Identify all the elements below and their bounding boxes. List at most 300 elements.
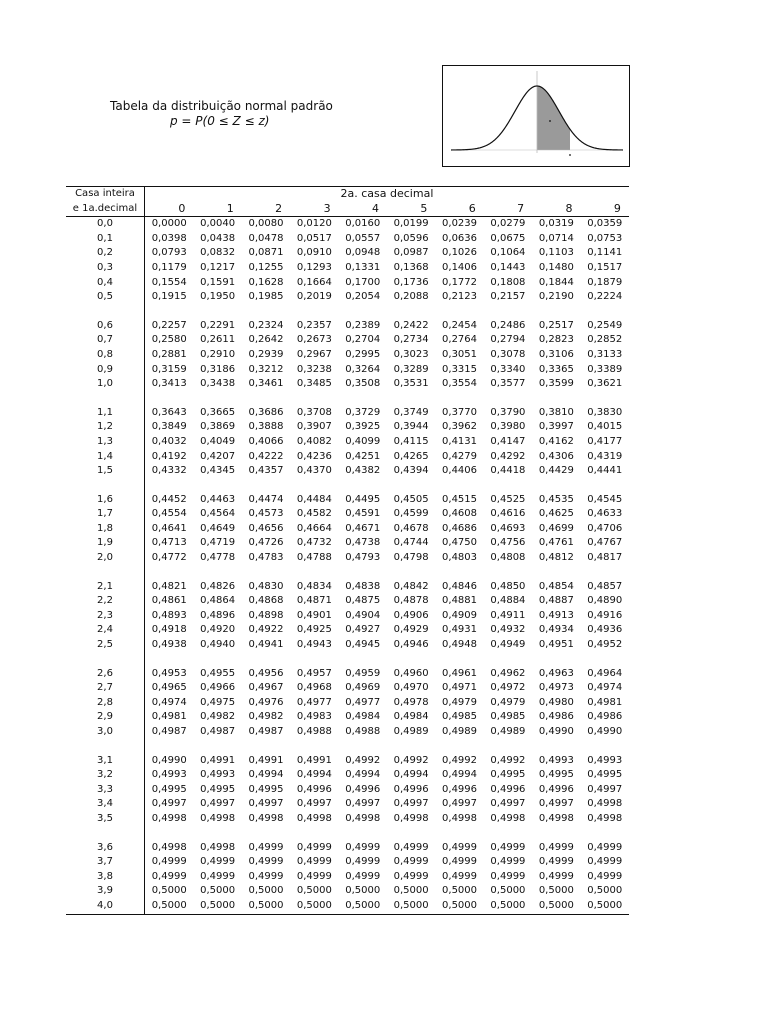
probability-cell: 0,4649 — [200, 522, 236, 534]
probability-cell: 0,3962 — [442, 421, 478, 433]
row-z-value: 1,2 — [66, 420, 145, 435]
probability-cell: 0,3106 — [538, 348, 574, 360]
probability-cell: 0,4382 — [345, 465, 381, 477]
probability-cell: 0,4995 — [538, 769, 574, 781]
probability-cell: 0,4890 — [587, 595, 623, 607]
probability-cell: 0,4370 — [296, 465, 332, 477]
probability-cell: 0,1879 — [587, 276, 623, 288]
spacer-cell — [145, 653, 629, 667]
probability-cell: 0,3389 — [587, 363, 623, 375]
probability-cell: 0,4979 — [442, 696, 478, 708]
probability-cell: 0,3888 — [248, 421, 284, 433]
probability-cell: 0,4999 — [345, 856, 381, 868]
table-row — [66, 507, 629, 522]
row-z-value: 0,6 — [66, 319, 145, 334]
probability-cell: 0,2673 — [296, 334, 332, 346]
row-z-value: 0,8 — [66, 348, 145, 363]
probability-cell: 0,4803 — [442, 552, 478, 564]
probability-cell: 0,2088 — [393, 291, 429, 303]
probability-cell: 0,4979 — [490, 696, 526, 708]
row-z-value: 2,9 — [66, 710, 145, 725]
probability-cell: 0,4999 — [538, 856, 574, 868]
table-row — [66, 797, 629, 812]
column-header-6: 6 — [435, 202, 483, 217]
probability-cell: 0,3708 — [296, 406, 332, 418]
probability-cell: 0,3849 — [151, 421, 187, 433]
probability-cell: 0,4463 — [200, 493, 236, 505]
row-z-value: 3,8 — [66, 870, 145, 885]
probability-cell: 0,3508 — [345, 378, 381, 390]
probability-cell: 0,4982 — [200, 711, 236, 723]
probability-cell: 0,4999 — [490, 841, 526, 853]
probability-cell: 0,4983 — [296, 711, 332, 723]
probability-cell: 0,4920 — [200, 624, 236, 636]
probability-cell: 0,4881 — [442, 595, 478, 607]
probability-cell: 0,4906 — [393, 609, 429, 621]
probability-cell: 0,3830 — [587, 406, 623, 418]
probability-cell: 0,4744 — [393, 537, 429, 549]
probability-cell: 0,3133 — [587, 348, 623, 360]
probability-cell: 0,4972 — [490, 682, 526, 694]
probability-cell: 0,2642 — [248, 334, 284, 346]
row-z-value: 3,5 — [66, 812, 145, 827]
probability-cell: 0,4875 — [345, 595, 381, 607]
probability-cell: 0,1255 — [248, 261, 284, 273]
probability-cell: 0,4726 — [248, 537, 284, 549]
table-title: Tabela da distribuição normal padrão — [110, 99, 333, 113]
probability-cell: 0,4993 — [151, 769, 187, 781]
column-header-8: 8 — [532, 202, 580, 217]
probability-cell: 0,4962 — [490, 667, 526, 679]
probability-cell: 0,1179 — [151, 261, 187, 273]
probability-cell: 0,4525 — [490, 493, 526, 505]
row-z-value: 2,7 — [66, 681, 145, 696]
normal-curve-figure — [442, 65, 630, 167]
probability-cell: 0,3643 — [151, 406, 187, 418]
probability-cell: 0,4997 — [151, 798, 187, 810]
probability-cell: 0,2190 — [538, 291, 574, 303]
probability-cell: 0,4999 — [538, 841, 574, 853]
probability-cell: 0,4783 — [248, 552, 284, 564]
probability-cell: 0,5000 — [532, 899, 580, 914]
probability-cell: 0,3461 — [248, 378, 284, 390]
row-z-value: 3,0 — [66, 725, 145, 740]
table-row — [66, 696, 629, 711]
row-z-value: 0,1 — [66, 232, 145, 247]
probability-cell: 0,1554 — [151, 276, 187, 288]
row-z-value: 1,5 — [66, 464, 145, 479]
spacer-cell — [145, 479, 629, 493]
probability-cell: 0,5000 — [393, 885, 429, 897]
probability-cell: 0,1480 — [538, 261, 574, 273]
probability-cell: 0,4990 — [587, 726, 623, 737]
spacer-cell — [145, 305, 629, 319]
spacer-cell — [66, 305, 145, 319]
probability-cell: 0,4999 — [345, 870, 381, 882]
probability-cell: 0,5000 — [484, 899, 532, 914]
probability-cell: 0,4970 — [393, 682, 429, 694]
table-row — [66, 276, 629, 291]
table-row — [66, 855, 629, 870]
table-row — [66, 420, 629, 435]
probability-cell: 0,4975 — [200, 696, 236, 708]
probability-cell: 0,3340 — [490, 363, 526, 375]
probability-cell: 0,4909 — [442, 609, 478, 621]
probability-cell: 0,5000 — [200, 885, 236, 897]
probability-cell: 0,2123 — [442, 291, 478, 303]
probability-cell: 0,4931 — [442, 624, 478, 636]
probability-cell: 0,2054 — [345, 291, 381, 303]
probability-cell: 0,4706 — [587, 522, 623, 534]
table-row — [66, 377, 629, 392]
probability-cell: 0,3554 — [442, 378, 478, 390]
column-digits-row — [66, 202, 629, 217]
probability-cell: 0,4989 — [393, 726, 429, 737]
column-header-2: 2 — [242, 202, 290, 217]
probability-cell: 0,4997 — [345, 798, 381, 810]
table-row — [66, 594, 629, 609]
probability-cell: 0,4998 — [200, 841, 236, 853]
table-row — [66, 435, 629, 450]
probability-cell: 0,2939 — [248, 348, 284, 360]
column-header-7: 7 — [484, 202, 532, 217]
probability-cell: 0,4995 — [151, 783, 187, 795]
row-z-value: 0,3 — [66, 261, 145, 276]
probability-cell: 0,2549 — [587, 319, 623, 331]
probability-cell: 0,3599 — [538, 378, 574, 390]
probability-cell: 0,3997 — [538, 421, 574, 433]
probability-cell: 0,0517 — [296, 232, 332, 244]
probability-cell: 0,4656 — [248, 522, 284, 534]
probability-cell: 0,1985 — [248, 291, 284, 303]
group-spacer — [66, 566, 629, 580]
row-z-value: 1,7 — [66, 507, 145, 522]
probability-cell: 0,4591 — [345, 508, 381, 520]
probability-cell: 0,4251 — [345, 450, 381, 462]
probability-cell: 0,4984 — [393, 711, 429, 723]
probability-cell: 0,4162 — [538, 435, 574, 447]
probability-cell: 0,0199 — [393, 218, 429, 230]
probability-cell: 0,4738 — [345, 537, 381, 549]
row-z-value: 1,0 — [66, 377, 145, 392]
probability-cell: 0,4977 — [296, 696, 332, 708]
table-row — [66, 899, 629, 914]
probability-cell: 0,4997 — [393, 798, 429, 810]
row-z-value: 1,6 — [66, 493, 145, 508]
probability-cell: 0,2454 — [442, 319, 478, 331]
probability-cell: 0,2995 — [345, 348, 381, 360]
probability-cell: 0,4999 — [296, 841, 332, 853]
probability-cell: 0,4545 — [587, 493, 623, 505]
table-row — [66, 333, 629, 348]
probability-cell: 0,4999 — [393, 856, 429, 868]
table-row — [66, 319, 629, 334]
probability-cell: 0,4812 — [538, 552, 574, 564]
table-row — [66, 754, 629, 769]
probability-cell: 0,4505 — [393, 493, 429, 505]
probability-cell: 0,4222 — [248, 450, 284, 462]
probability-cell: 0,3907 — [296, 421, 332, 433]
row-z-value: 3,3 — [66, 783, 145, 798]
column-header-3: 3 — [290, 202, 338, 217]
probability-cell: 0,4826 — [200, 580, 236, 592]
row-z-value: 2,1 — [66, 580, 145, 595]
probability-cell: 0,4993 — [538, 754, 574, 766]
probability-cell: 0,4999 — [248, 870, 284, 882]
row-z-value: 1,4 — [66, 450, 145, 465]
probability-cell: 0,4999 — [538, 870, 574, 882]
probability-cell: 0,4999 — [151, 856, 187, 868]
row-z-value: 0,2 — [66, 246, 145, 261]
probability-cell: 0,4641 — [151, 522, 187, 534]
probability-cell: 0,2422 — [393, 319, 429, 331]
spacer-cell — [66, 392, 145, 406]
probability-cell: 0,4686 — [442, 522, 478, 534]
probability-cell: 0,5000 — [151, 885, 187, 897]
probability-cell: 0,4693 — [490, 522, 526, 534]
probability-cell: 0,4994 — [296, 769, 332, 781]
probability-cell: 0,3238 — [296, 363, 332, 375]
table-row — [66, 363, 629, 378]
probability-cell: 0,4951 — [538, 639, 574, 651]
normal-distribution-table — [66, 186, 629, 915]
probability-cell: 0,3023 — [393, 348, 429, 360]
probability-cell: 0,4868 — [248, 595, 284, 607]
probability-cell: 0,4082 — [296, 435, 332, 447]
probability-cell: 0,1591 — [200, 276, 236, 288]
probability-cell: 0,4664 — [296, 522, 332, 534]
probability-cell: 0,4599 — [393, 508, 429, 520]
probability-cell: 0,3944 — [393, 421, 429, 433]
probability-cell: 0,4959 — [345, 667, 381, 679]
probability-cell: 0,4999 — [393, 870, 429, 882]
probability-cell: 0,2291 — [200, 319, 236, 331]
probability-cell: 0,4177 — [587, 435, 623, 447]
row-z-value: 3,2 — [66, 768, 145, 783]
probability-cell: 0,5000 — [581, 899, 629, 914]
probability-cell: 0,4236 — [296, 450, 332, 462]
probability-cell: 0,2734 — [393, 334, 429, 346]
table-row — [66, 551, 629, 566]
probability-cell: 0,4357 — [248, 465, 284, 477]
probability-cell: 0,5000 — [248, 885, 284, 897]
probability-cell: 0,4319 — [587, 450, 623, 462]
probability-cell: 0,4948 — [442, 639, 478, 651]
probability-cell: 0,0675 — [490, 232, 526, 244]
probability-cell: 0,0438 — [200, 232, 236, 244]
group-spacer — [66, 392, 629, 406]
probability-cell: 0,4834 — [296, 580, 332, 592]
probability-cell: 0,3790 — [490, 406, 526, 418]
probability-cell: 0,5000 — [442, 885, 478, 897]
probability-cell: 0,4772 — [151, 552, 187, 564]
probability-cell: 0,3686 — [248, 406, 284, 418]
probability-cell: 0,4554 — [151, 508, 187, 520]
probability-cell: 0,4989 — [442, 726, 478, 737]
probability-cell: 0,4808 — [490, 552, 526, 564]
probability-cell: 0,4997 — [490, 798, 526, 810]
probability-cell: 0,4999 — [296, 856, 332, 868]
table-row — [66, 884, 629, 899]
probability-cell: 0,4761 — [538, 537, 574, 549]
probability-cell: 0,4998 — [151, 812, 187, 824]
probability-cell: 0,4996 — [345, 783, 381, 795]
probability-cell: 0,1064 — [490, 247, 526, 259]
probability-cell: 0,3925 — [345, 421, 381, 433]
table-row — [66, 783, 629, 798]
row-z-value: 2,6 — [66, 667, 145, 682]
probability-cell: 0,4817 — [587, 552, 623, 564]
probability-cell: 0,2794 — [490, 334, 526, 346]
probability-cell: 0,0080 — [248, 218, 284, 230]
probability-cell: 0,4484 — [296, 493, 332, 505]
probability-cell: 0,4991 — [296, 754, 332, 766]
probability-cell: 0,4732 — [296, 537, 332, 549]
row-z-value: 3,4 — [66, 797, 145, 812]
probability-cell: 0,3365 — [538, 363, 574, 375]
probability-cell: 0,0359 — [587, 218, 623, 230]
probability-cell: 0,3531 — [393, 378, 429, 390]
probability-cell: 0,4896 — [200, 609, 236, 621]
probability-cell: 0,4850 — [490, 580, 526, 592]
probability-cell: 0,4999 — [587, 841, 623, 853]
probability-cell: 0,0832 — [200, 247, 236, 259]
probability-cell: 0,2517 — [538, 319, 574, 331]
probability-cell: 0,3770 — [442, 406, 478, 418]
probability-cell: 0,4997 — [587, 783, 623, 795]
probability-cell: 0,0160 — [345, 218, 381, 230]
group-spacer — [66, 479, 629, 493]
spacer-cell — [145, 392, 629, 406]
probability-cell: 0,1950 — [200, 291, 236, 303]
probability-cell: 0,4997 — [248, 798, 284, 810]
probability-cell: 0,4993 — [587, 754, 623, 766]
normal-curve-icon — [443, 66, 629, 166]
probability-cell: 0,4989 — [490, 726, 526, 737]
row-z-value: 3,6 — [66, 841, 145, 856]
probability-cell: 0,1736 — [393, 276, 429, 288]
probability-cell: 0,4988 — [296, 726, 332, 737]
probability-cell: 0,4994 — [393, 769, 429, 781]
probability-cell: 0,4564 — [200, 508, 236, 520]
probability-cell: 0,4633 — [587, 508, 623, 520]
table-row — [66, 464, 629, 479]
row-z-value: 1,1 — [66, 406, 145, 421]
probability-cell: 0,2389 — [345, 319, 381, 331]
probability-cell: 0,3078 — [490, 348, 526, 360]
row-z-value: 0,9 — [66, 363, 145, 378]
probability-cell: 0,2224 — [587, 291, 623, 303]
probability-cell: 0,3869 — [200, 421, 236, 433]
probability-cell: 0,4980 — [538, 696, 574, 708]
probability-cell: 0,4099 — [345, 435, 381, 447]
probability-cell: 0,4996 — [490, 783, 526, 795]
row-z-value: 2,2 — [66, 594, 145, 609]
probability-cell: 0,4767 — [587, 537, 623, 549]
probability-cell: 0,0948 — [345, 247, 381, 259]
probability-cell: 0,0120 — [296, 218, 332, 230]
probability-cell: 0,4115 — [393, 435, 429, 447]
probability-cell: 0,1331 — [345, 261, 381, 273]
spacer-cell — [66, 653, 145, 667]
spacer-cell — [145, 566, 629, 580]
row-z-value: 3,9 — [66, 884, 145, 899]
table-row — [66, 710, 629, 725]
probability-cell: 0,4625 — [538, 508, 574, 520]
probability-cell: 0,0753 — [587, 232, 623, 244]
group-spacer — [66, 740, 629, 754]
table-row — [66, 667, 629, 682]
probability-cell: 0,4999 — [151, 870, 187, 882]
probability-cell: 0,4922 — [248, 624, 284, 636]
table-row — [66, 232, 629, 247]
probability-cell: 0,4991 — [248, 754, 284, 766]
probability-cell: 0,4952 — [587, 639, 623, 651]
probability-cell: 0,0987 — [393, 247, 429, 259]
probability-cell: 0,4940 — [200, 639, 236, 651]
table-row — [66, 841, 629, 856]
probability-cell: 0,4678 — [393, 522, 429, 534]
probability-cell: 0,4990 — [538, 726, 574, 737]
probability-cell: 0,4965 — [151, 682, 187, 694]
probability-cell: 0,4452 — [151, 493, 187, 505]
formula-text: p = P(0 ≤ Z ≤ z) — [170, 114, 270, 128]
table-row — [66, 217, 629, 232]
probability-cell: 0,4884 — [490, 595, 526, 607]
probability-cell: 0,4967 — [248, 682, 284, 694]
probability-cell: 0,5000 — [435, 899, 483, 914]
table-row — [66, 638, 629, 653]
row-header-line1: Casa inteira — [66, 187, 145, 202]
probability-cell: 0,4887 — [538, 595, 574, 607]
probability-cell: 0,3159 — [151, 363, 187, 375]
probability-cell: 0,4394 — [393, 465, 429, 477]
probability-cell: 0,4992 — [490, 754, 526, 766]
probability-cell: 0,5000 — [242, 899, 290, 914]
probability-cell: 0,4996 — [442, 783, 478, 795]
probability-cell: 0,0871 — [248, 247, 284, 259]
probability-cell: 0,4671 — [345, 522, 381, 534]
probability-cell: 0,1293 — [296, 261, 332, 273]
probability-cell: 0,4966 — [200, 682, 236, 694]
probability-cell: 0,4974 — [151, 696, 187, 708]
probability-cell: 0,4999 — [442, 841, 478, 853]
column-header-1: 1 — [193, 202, 241, 217]
row-z-value: 0,0 — [66, 217, 145, 232]
probability-cell: 0,4871 — [296, 595, 332, 607]
probability-cell: 0,2157 — [490, 291, 526, 303]
table-row — [66, 609, 629, 624]
probability-cell: 0,3289 — [393, 363, 429, 375]
probability-cell: 0,4999 — [345, 841, 381, 853]
spacer-cell — [145, 740, 629, 754]
probability-cell: 0,2019 — [296, 291, 332, 303]
probability-cell: 0,2764 — [442, 334, 478, 346]
row-z-value: 0,7 — [66, 333, 145, 348]
probability-cell: 0,5000 — [339, 899, 387, 914]
probability-cell: 0,4893 — [151, 609, 187, 621]
probability-cell: 0,4998 — [200, 812, 236, 824]
table-row — [66, 406, 629, 421]
row-z-value: 3,1 — [66, 754, 145, 769]
probability-cell: 0,4911 — [490, 609, 526, 621]
probability-cell: 0,4998 — [151, 841, 187, 853]
spacer-cell — [66, 479, 145, 493]
probability-cell: 0,4995 — [587, 769, 623, 781]
probability-cell: 0,4441 — [587, 465, 623, 477]
probability-cell: 0,3729 — [345, 406, 381, 418]
probability-cell: 0,4946 — [393, 639, 429, 651]
